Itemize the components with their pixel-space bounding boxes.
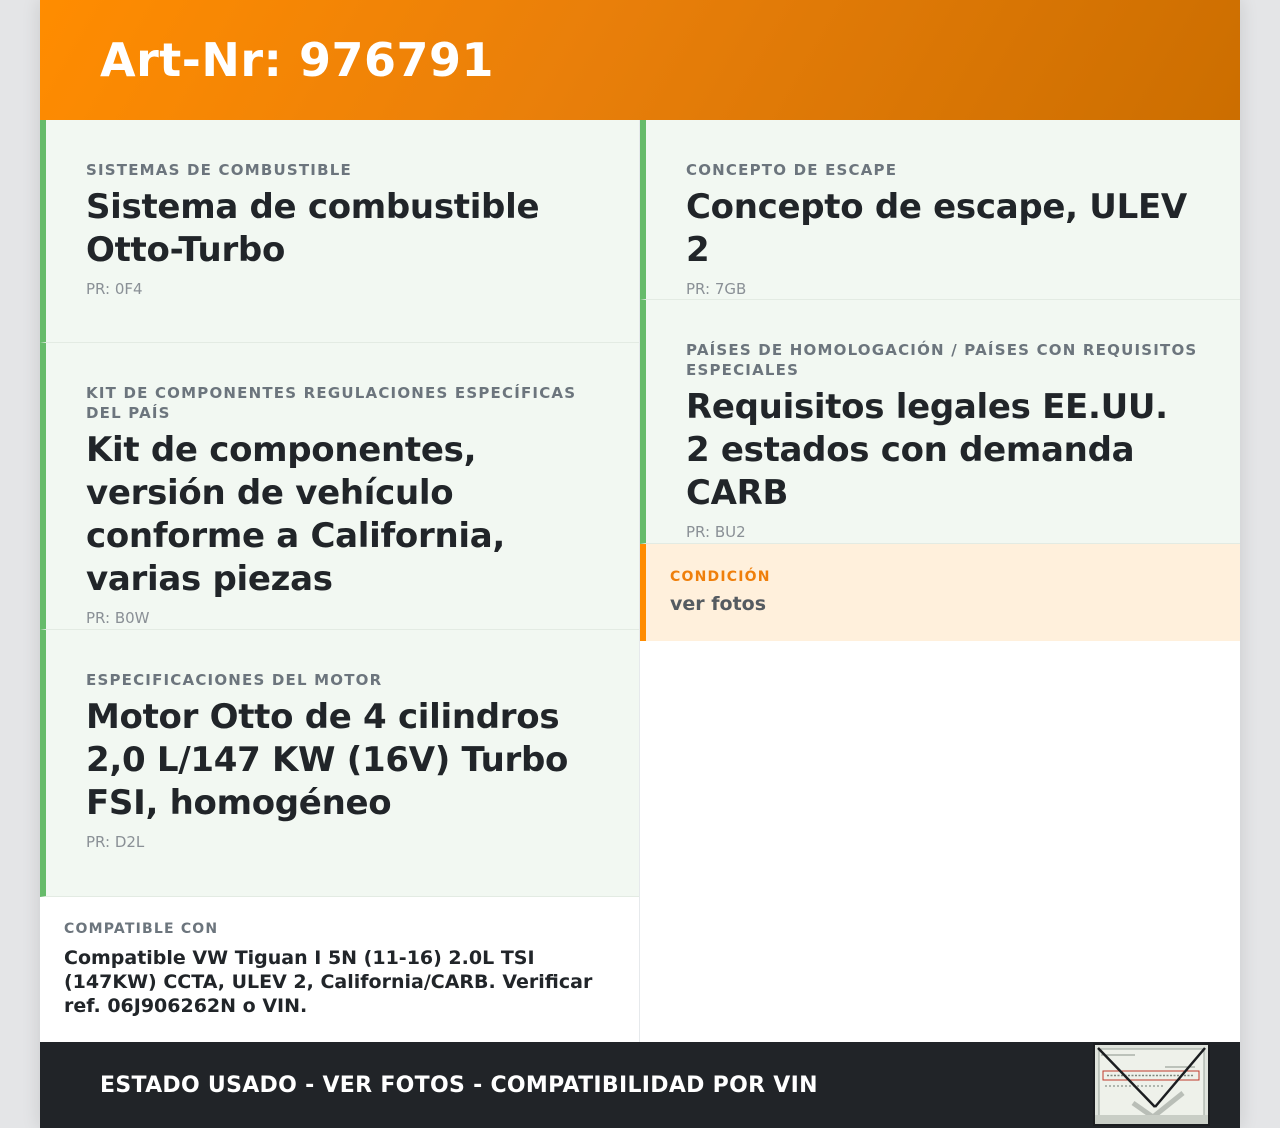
spec-value: Requisitos legales EE.UU. 2 estados con demanda CARB	[686, 387, 1168, 513]
spec-value: Kit de componentes, versión de vehículo conforme a California, varias piezas	[86, 430, 505, 599]
spec-category: KIT DE COMPONENTES REGULACIONES ESPECÍFICAS DEL PAÍS	[86, 384, 577, 422]
page-footer	[40, 1042, 1240, 1128]
spec-category: CONCEPTO DE ESCAPE	[686, 161, 898, 179]
article-number-title: Art-Nr: 976791	[100, 33, 495, 87]
spec-card-fuel-system	[40, 120, 639, 343]
spec-value: Concepto de escape, ULEV 2	[686, 187, 1187, 270]
spec-card-exhaust	[640, 120, 1240, 300]
spec-value: Sistema de combustible Otto-Turbo	[86, 187, 540, 270]
spec-grid	[40, 120, 1240, 1042]
pr-code: PR: BU2	[686, 523, 746, 541]
spec-category: SISTEMAS DE COMBUSTIBLE	[86, 161, 352, 179]
right-column	[640, 120, 1240, 1042]
compatible-text: Compatible VW Tiguan I 5N (11-16) 2.0L TSI (147KW) CCTA, ULEV 2, California/CARB. Verificar ref. 06J906262N o VIN.	[64, 947, 593, 1017]
pr-code: PR: D2L	[86, 833, 145, 851]
pr-code: PR: 0F4	[86, 280, 143, 298]
compatible-label: COMPATIBLE CON	[64, 921, 219, 937]
spec-value: Motor Otto de 4 cilindros 2,0 L/147 KW (16V) Turbo FSI, homogéneo	[86, 697, 569, 823]
spec-card-component-kit	[40, 343, 639, 630]
spec-category: ESPECIFICACIONES DEL MOTOR	[86, 671, 383, 689]
spec-card-homologation	[640, 300, 1240, 544]
pr-code: PR: 7GB	[686, 280, 747, 298]
compatible-section	[40, 897, 639, 1042]
condition-box	[640, 544, 1240, 641]
spec-card-engine	[40, 630, 639, 897]
condition-label: CONDICIÓN	[670, 569, 771, 585]
pr-code: PR: B0W	[86, 609, 150, 627]
page-header	[40, 0, 1240, 120]
left-column	[40, 120, 640, 1042]
sticker-image-icon	[1095, 1045, 1208, 1124]
vehicle-data-sticker-thumbnail[interactable]	[1093, 1043, 1210, 1126]
condition-text: ver fotos	[670, 593, 767, 615]
spec-category: PAÍSES DE HOMOLOGACIÓN / PAÍSES CON REQUISITOS ESPECIALES	[686, 341, 1198, 379]
product-page	[40, 0, 1240, 1128]
footer-text: ESTADO USADO - VER FOTOS - COMPATIBILIDAD POR VIN	[100, 1072, 818, 1098]
